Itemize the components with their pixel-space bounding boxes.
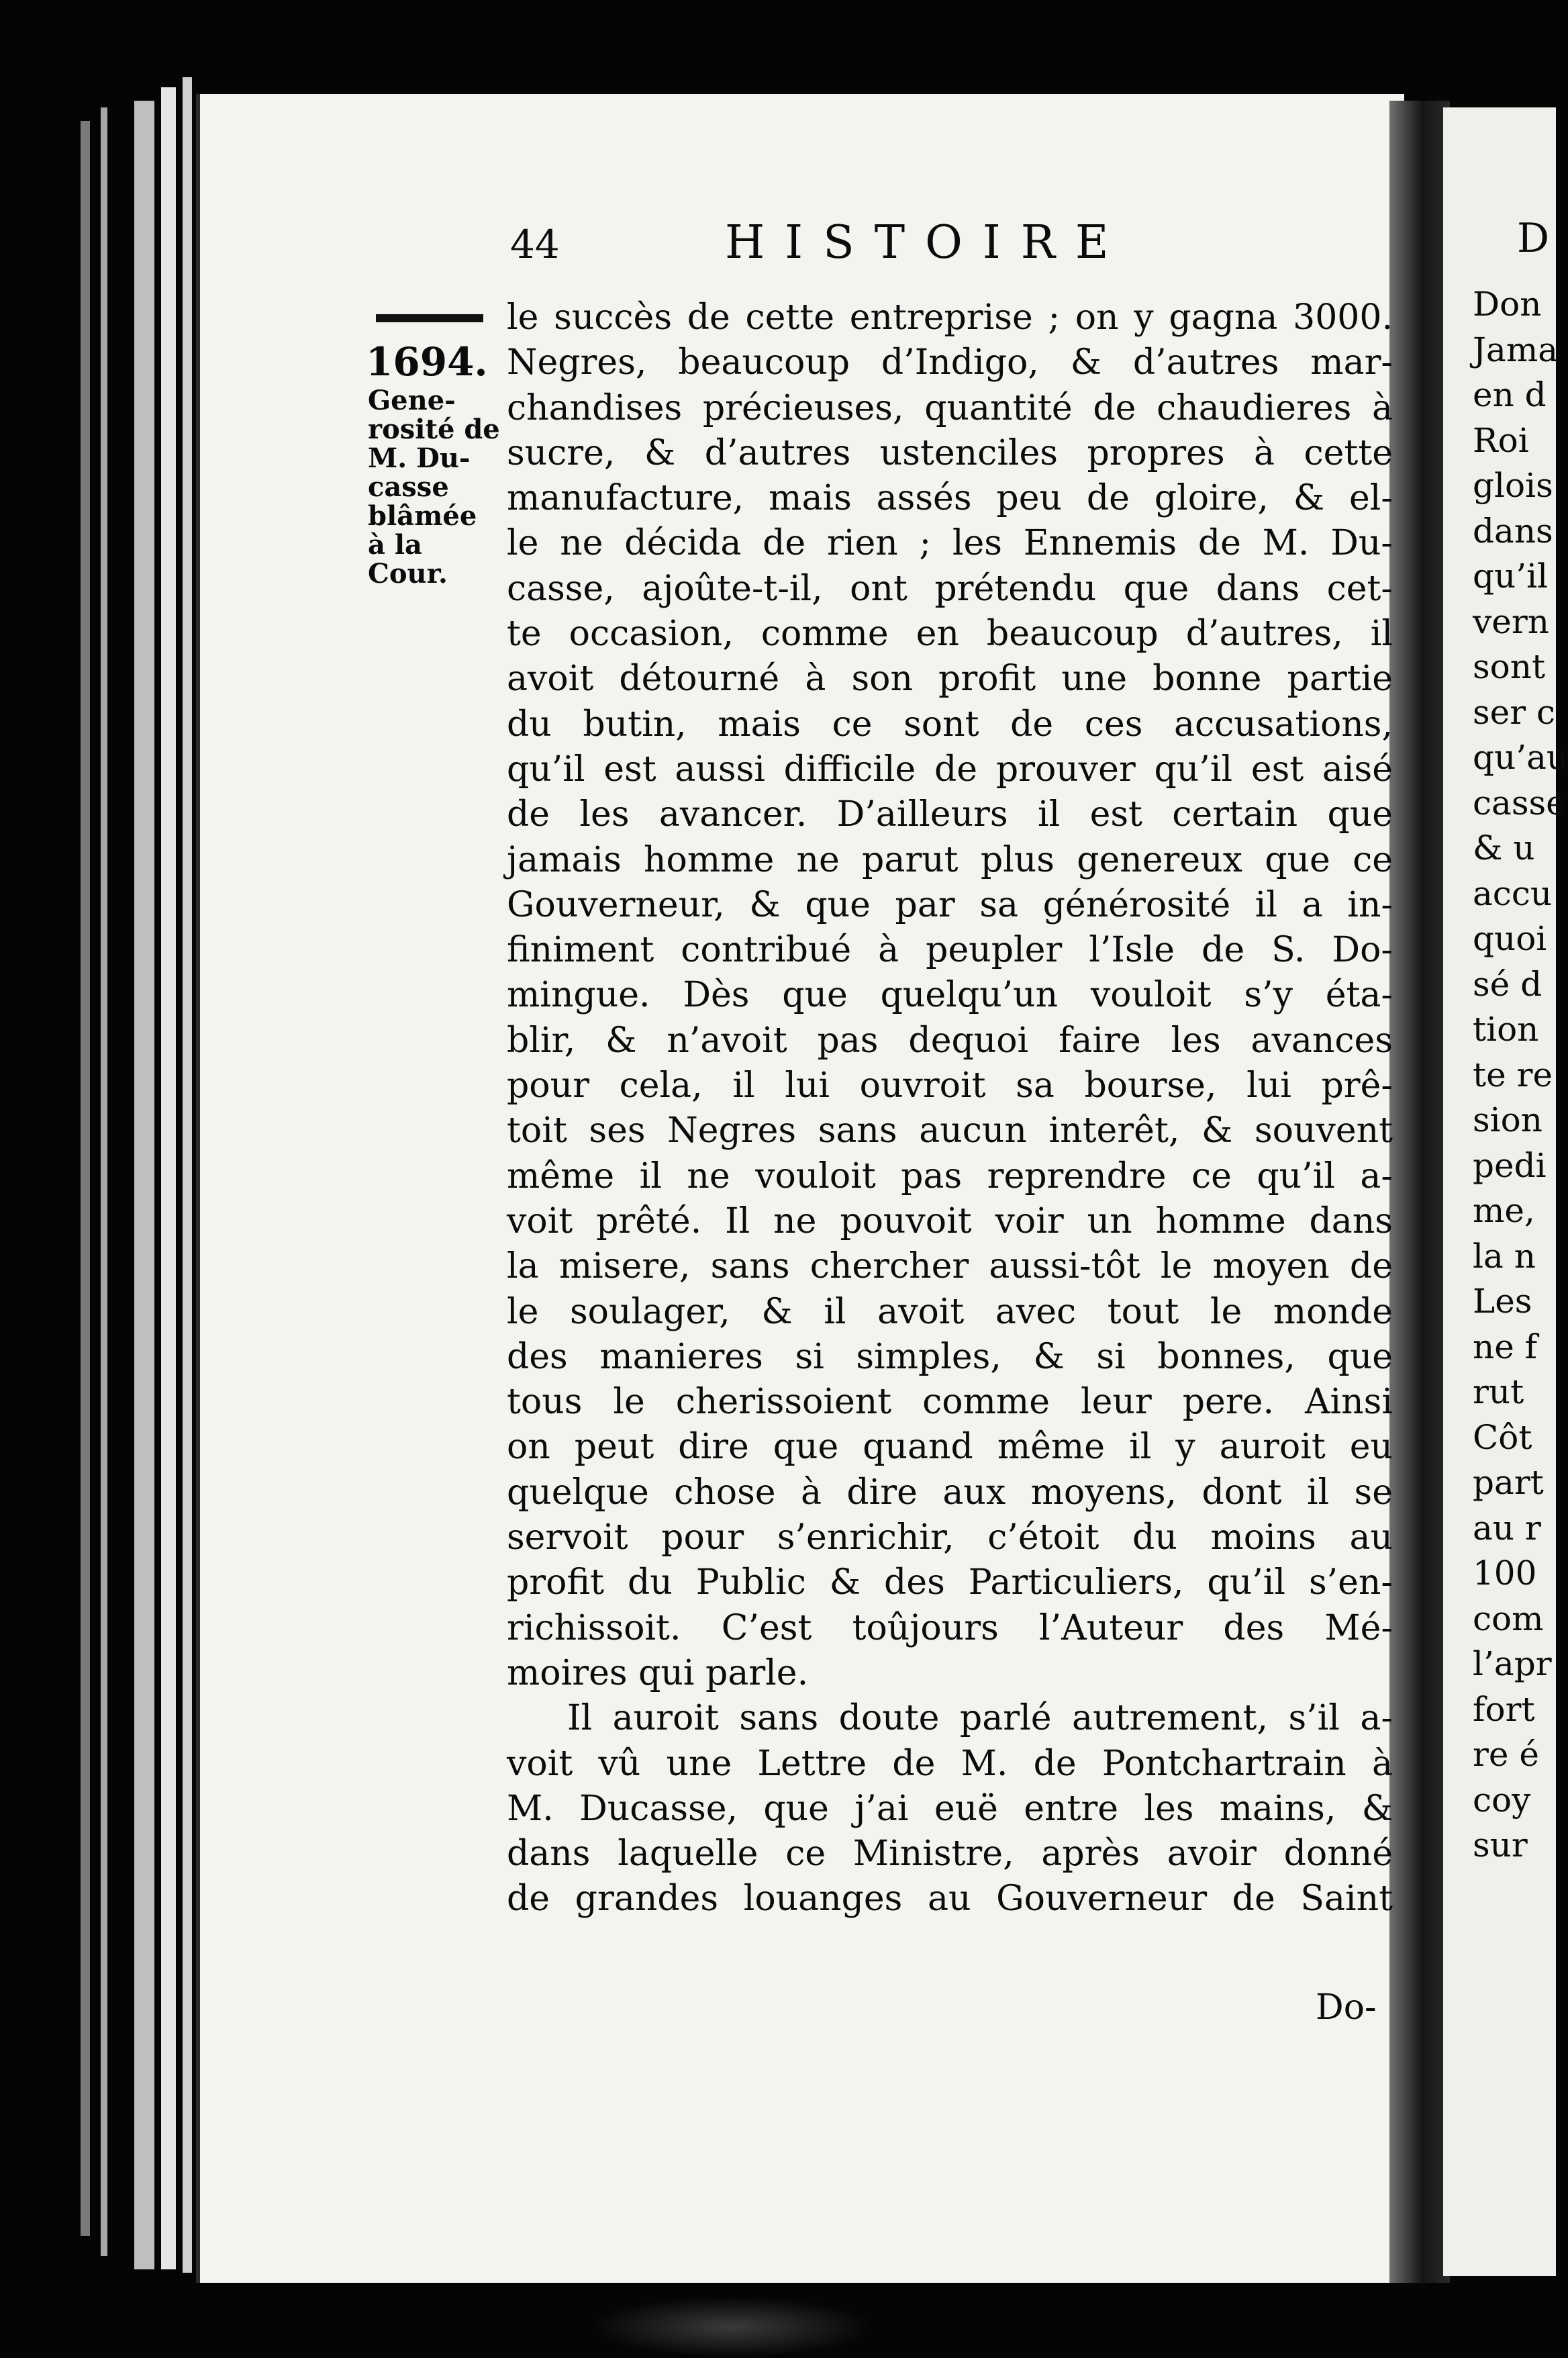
- margin-year: 1694.: [366, 339, 488, 385]
- text-line: on peut dire que quand même il y auroit eu: [507, 1427, 1393, 1468]
- text-line: qu’il est aussi difficile de prouver qu’il est aisé: [507, 749, 1393, 790]
- next-page-line: 100: [1473, 1554, 1537, 1593]
- next-page-line: casse: [1473, 783, 1566, 822]
- text-line: dans laquelle ce Ministre, après avoir donné: [507, 1834, 1393, 1875]
- right-page-fragment: [1443, 107, 1568, 2276]
- text-line: jamais homme ne parut plus genereux que ce: [507, 839, 1393, 880]
- book-gutter: [1389, 101, 1450, 2283]
- text-line: tous le cherissoient comme leur pere. Ainsi: [507, 1382, 1393, 1423]
- text-line: la misere, sans chercher aussi-tôt le moyen de: [507, 1246, 1393, 1287]
- next-page-line: Roi: [1473, 420, 1529, 460]
- next-page-line: coy: [1473, 1780, 1531, 1820]
- next-page-line: qu’au: [1473, 738, 1568, 777]
- next-page-line: & u: [1473, 829, 1535, 867]
- text-line: moires qui parle.: [507, 1652, 809, 1693]
- next-page-line: rut: [1473, 1372, 1524, 1411]
- text-line: blir, & n’avoit pas dequoi faire les avances: [507, 1020, 1393, 1061]
- text-line: même il ne vouloit pas reprendre ce qu’il a-: [507, 1156, 1393, 1196]
- next-page-line: tion: [1473, 1010, 1539, 1049]
- next-page-line: sion: [1473, 1100, 1542, 1139]
- margin-note-line: à la: [368, 529, 422, 561]
- running-title: HISTOIRE: [725, 216, 1129, 269]
- text-line: te occasion, comme en beaucoup d’autres, il: [507, 614, 1393, 655]
- text-line: quelque chose à dire aux moyens, dont il se: [507, 1472, 1393, 1513]
- next-page-line: me,: [1473, 1191, 1535, 1230]
- text-line: voit vû une Lettre de M. de Pontchartrain à: [507, 1743, 1393, 1784]
- text-line: manufacture, mais assés peu de gloire, & el-: [507, 478, 1393, 519]
- text-line: profit du Public & des Particuliers, qu’il s’en-: [507, 1562, 1393, 1603]
- next-page-line: qu’il: [1473, 557, 1549, 596]
- next-page-line: dans: [1473, 511, 1553, 551]
- margin-note: [368, 386, 502, 588]
- margin-note-line: Cour.: [368, 558, 448, 590]
- text-line: de les avancer. D’ailleurs il est certain que: [507, 794, 1393, 835]
- thumb-shadow: [591, 2296, 873, 2358]
- page-number: 44: [510, 222, 560, 267]
- next-page-line: sur: [1473, 1826, 1528, 1865]
- next-page-line: Don: [1473, 285, 1542, 324]
- text-line: richissoit. C’est toûjours l’Auteur des Mé-: [507, 1607, 1393, 1648]
- next-page-line: glois: [1473, 466, 1553, 505]
- next-page-line: accu: [1473, 874, 1553, 913]
- text-line: M. Ducasse, que j’ai euë entre les mains, &: [507, 1788, 1393, 1829]
- next-page-line: te re: [1473, 1055, 1553, 1094]
- body-text: [507, 295, 1393, 1922]
- text-line: toit ses Negres sans aucun interêt, & souvent: [507, 1111, 1393, 1151]
- next-page-line: re é: [1473, 1735, 1539, 1774]
- margin-note-line: blâmée: [368, 500, 477, 532]
- text-line: le ne décida de rien ; les Ennemis de M. Du-: [507, 523, 1393, 564]
- text-line: avoit détourné à son profit une bonne partie: [507, 659, 1393, 700]
- next-page-line: ne f: [1473, 1327, 1538, 1366]
- margin-note-line: casse: [368, 471, 449, 503]
- text-line: servoit pour s’enrichir, c’étoit du moins au: [507, 1517, 1393, 1558]
- text-line: Il auroit sans doute parlé autrement, s’il a-: [567, 1698, 1393, 1739]
- text-line: des manieres si simples, & si bonnes, que: [507, 1336, 1393, 1377]
- text-line: de grandes louanges au Gouverneur de Saint: [507, 1879, 1393, 1920]
- next-page-line: part: [1473, 1463, 1544, 1502]
- text-line: sucre, & d’autres ustenciles propres à cette: [507, 432, 1393, 473]
- text-line: casse, ajoûte-t-il, ont prétendu que dans cet-: [507, 568, 1393, 609]
- next-page-line: ser c: [1473, 692, 1556, 732]
- next-page-line: com: [1473, 1599, 1544, 1638]
- page-edge: [81, 121, 90, 2236]
- page-edge: [183, 77, 192, 2273]
- text-line: le succès de cette entreprise ; on y gagna 3000.: [507, 297, 1393, 338]
- text-line: du butin, mais ce sont de ces accusations,: [507, 704, 1393, 745]
- margin-note-line: rosité de: [368, 414, 500, 445]
- text-line: Gouverneur, & que par sa générosité il a in-: [507, 884, 1393, 925]
- text-line: finiment contribué à peupler l’Isle de S. Do-: [507, 930, 1393, 971]
- next-page-running-head: D: [1517, 215, 1554, 262]
- catchword: Do-: [1316, 1987, 1377, 2028]
- next-page-line: vern: [1473, 602, 1549, 641]
- margin-note-line: Gene-: [368, 385, 456, 416]
- next-page-line: la n: [1473, 1236, 1536, 1276]
- next-page-line: Côt: [1473, 1417, 1532, 1457]
- next-page-line: sont: [1473, 647, 1546, 686]
- text-line: chandises précieuses, quantité de chaudieres à: [507, 387, 1393, 428]
- next-page-line: sé d: [1473, 964, 1542, 1004]
- next-page-line: en d: [1473, 375, 1547, 414]
- text-line: voit prêté. Il ne pouvoit voir un homme dans: [507, 1200, 1393, 1241]
- page-edge: [134, 101, 154, 2269]
- text-line: le soulager, & il avoit avec tout le monde: [507, 1291, 1393, 1332]
- next-page-line: quoi: [1473, 919, 1547, 958]
- next-page-line: pedi: [1473, 1145, 1547, 1185]
- next-page-text: [1473, 282, 1568, 1869]
- margin-rule: [376, 314, 483, 322]
- next-page-line: l’apr: [1473, 1644, 1552, 1683]
- next-page-line: Les: [1473, 1282, 1532, 1321]
- next-page-line: au r: [1473, 1508, 1541, 1548]
- text-line: Negres, beaucoup d’Indigo, & d’autres mar-: [507, 342, 1393, 383]
- page-edge: [161, 87, 176, 2269]
- next-page-line: Jama: [1473, 330, 1559, 369]
- text-line: mingue. Dès que quelqu’un vouloit s’y éta-: [507, 975, 1393, 1016]
- page-edge: [101, 107, 107, 2256]
- margin-note-line: M. Du-: [368, 442, 471, 474]
- text-line: pour cela, il lui ouvroit sa bourse, lui prê-: [507, 1066, 1393, 1106]
- next-page-line: fort: [1473, 1689, 1535, 1729]
